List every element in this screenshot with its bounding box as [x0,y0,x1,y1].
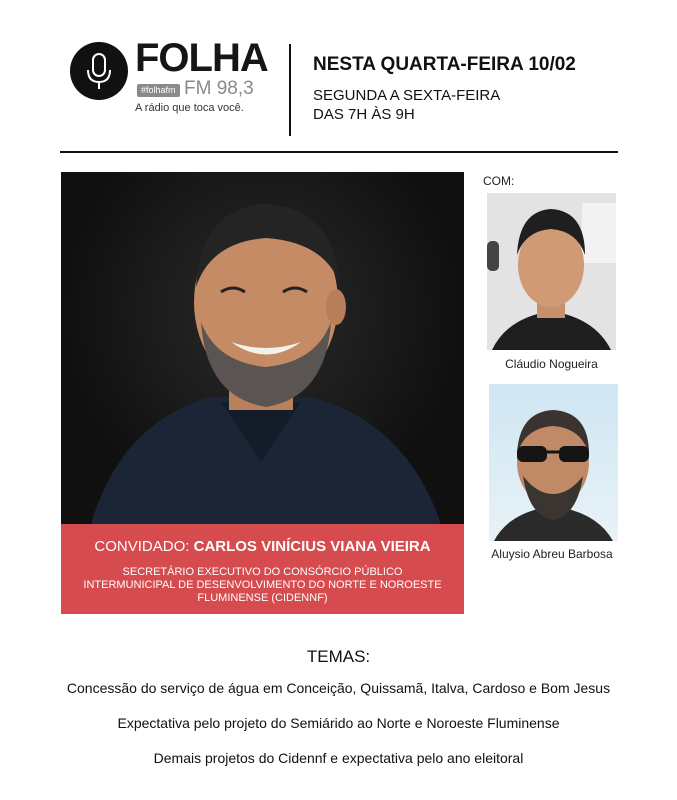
microphone-logo-icon [70,42,128,100]
guest-name: CARLOS VINÍCIUS VIANA VIEIRA [193,538,431,555]
header-divider [289,44,291,136]
headline-date: NESTA QUARTA-FEIRA 10/02 [313,54,576,75]
topics-title: TEMAS: [306,647,371,666]
guest-line [61,538,464,555]
guest-photo [61,172,464,524]
schedule-time: DAS 7H ÀS 9H [313,106,415,123]
host-name: Aluysio Abreu Barbosa [491,547,613,561]
guest-role: SECRETÁRIO EXECUTIVO DO CONSÓRCIO PÚBLICO INTERMUNICIPAL DE DESENVOLVIMENTO DO NORTE E NOROESTE FLUMINENSE (CIDENNF) [83,566,442,604]
logo-slogan: A rádio que toca você. [135,102,244,114]
logo-hashtag: #folhafm [137,84,180,97]
hosts-label: COM: [483,174,515,188]
logo-wordmark: FOLHA [135,36,268,80]
header-rule [60,151,618,153]
guest-banner [61,524,464,614]
host-photo [487,193,616,350]
host-name: Cláudio Nogueira [505,357,598,371]
topic-item: Concessão do serviço de água em Conceição, Quissamã, Italva, Cardoso e Bom Jesus [66,680,611,696]
schedule-days: SEGUNDA A SEXTA-FEIRA [313,87,501,104]
topic-item: Expectativa pelo projeto do Semiárido ao Norte e Noroeste Fluminense [117,715,560,731]
logo-frequency: FM 98,3 [184,78,254,99]
host-photo [489,384,618,541]
guest-label: CONVIDADO: [94,538,190,555]
schedule [313,86,500,124]
topic-item: Demais projetos do Cidennf e expectativa pelo ano eleitoral [153,750,524,766]
